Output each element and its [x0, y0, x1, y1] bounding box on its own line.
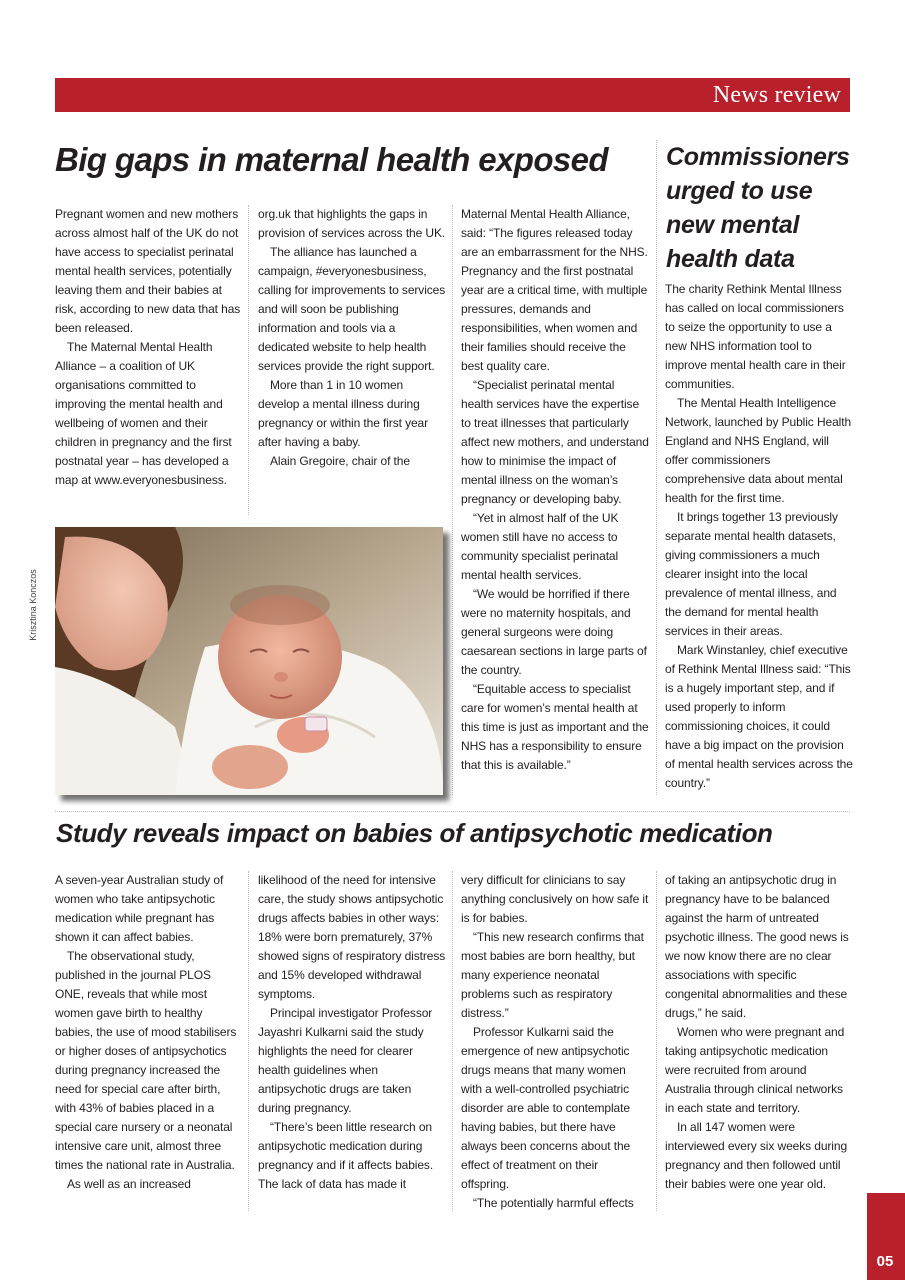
paragraph: “Specialist perinatal mental health services have the expertise to treat illnesses that particularly affect new mothers, and understand how to minimise the impact of mental illness on the woman’s pregnancy or developing baby.: [461, 378, 649, 506]
article3-column-3: [461, 871, 649, 1213]
page-number-tab: [867, 1193, 905, 1280]
paragraph: As well as an increased: [67, 1177, 191, 1191]
paragraph: Principal investigator Professor Jayashri Kulkarni said the study highlights the need for clearer health guidelines when antipsychotic drugs are taken during pregnancy.: [258, 1006, 433, 1115]
column-divider: [248, 205, 249, 515]
article2-column: [665, 280, 853, 793]
column-divider: [656, 871, 657, 1211]
paragraph: likelihood of the need for intensive care, the study shows antipsychotic drugs affects babies in other ways: 18% were born prematurely, 37% showed signs of respiratory distress and 15% developed withdrawal symptoms.: [258, 873, 446, 1001]
paragraph: “This new research confirms that most babies are born healthy, but many experience neonatal problems such as respiratory distress.”: [461, 930, 644, 1020]
paragraph: In all 147 women were interviewed every six weeks during pregnancy and then followed until their babies were one year old.: [665, 1120, 848, 1191]
paragraph: Maternal Mental Health Alliance, said: “The figures released today are an embarrassment for the NHS. Pregnancy and the first postnatal year are a critical time, with multiple pressures, demands and responsibilities, when women and their families should receive the best quality care.: [461, 207, 648, 373]
section-header-bar: [55, 78, 850, 112]
paragraph: Mark Winstanley, chief executive of Rethink Mental Illness said: “This is a hugely important step, and if used properly to inform commissioning choices, it could have a big impact on the provision of mental health services across the country.”: [665, 643, 853, 790]
column-divider: [656, 140, 657, 795]
article-headline-maternal-health: Big gaps in maternal health exposed: [55, 141, 608, 178]
paragraph: Women who were pregnant and taking antipsychotic medication were recruited from around Australia through clinical networks in each state and territory.: [665, 1025, 845, 1115]
article3-column-1: [55, 871, 243, 1194]
paragraph: very difficult for clinicians to say anything conclusively on how safe it is for babies.: [461, 873, 649, 925]
paragraph: “Yet in almost half of the UK women still have no access to community specialist perinatal mental health services.: [461, 511, 619, 582]
column-divider: [452, 205, 453, 795]
paragraph: of taking an antipsychotic drug in pregnancy have to be balanced against the harm of untreated psychotic illness. The good news is we now know there are no clear associations with specific congenital abnormalities and these drugs,” he said.: [665, 873, 849, 1020]
paragraph: The Mental Health Intelligence Network, launched by Public Health England and NHS England, will offer commissioners comprehensive data about mental health for the first time.: [665, 396, 852, 505]
paragraph: The charity Rethink Mental Illness has called on local commissioners to seize the opportunity to use a new NHS information tool to improve mental health care in their communities.: [665, 282, 846, 391]
article-headline-commissioners: Commissioners urged to use new mental health data: [666, 143, 850, 273]
paragraph: It brings together 13 previously separate mental health datasets, giving commissioners a much clearer insight into the local prevalence of mental illness, and the demand for mental health services in their areas.: [665, 510, 838, 638]
article3-column-2: [258, 871, 446, 1194]
paragraph: The observational study, published in the journal PLOS ONE, reveals that while most women gave birth to healthy babies, the use of mood stabilisers or higher doses of antipsychotics during pregnancy increased the need for special care after birth, with 43% of babies placed in a special care nursery or a neonatal intensive care unit, almost three times the national rate in Australia.: [55, 949, 237, 1172]
photo-illustration: [55, 527, 443, 795]
page-number: 05: [876, 1253, 894, 1270]
paragraph: The Maternal Mental Health Alliance – a coalition of UK organisations committed to improving the mental health and wellbeing of women and their children in pregnancy and the first postnatal year – has developed a map at www.everyonesbusiness.: [55, 340, 232, 487]
article1-column-1: [55, 205, 243, 490]
paragraph: The alliance has launched a campaign, #everyonesbusiness, calling for improvements to services and will soon be publishing information and tools via a dedicated website to help health services provide the right support.: [258, 245, 446, 373]
photo-credit: Krisztina Konczos: [28, 569, 38, 641]
paragraph: org.uk that highlights the gaps in provision of services across the UK.: [258, 207, 446, 240]
mother-and-baby-photo: [55, 527, 443, 795]
paragraph: Professor Kulkarni said the emergence of new antipsychotic drugs means that many women with a well-controlled psychiatric disorder are able to contemplate having babies, but there have always been concerns about the effect of treatment on their offspring.: [461, 1025, 631, 1191]
paragraph: More than 1 in 10 women develop a mental illness during pregnancy or within the first year after having a baby.: [258, 378, 429, 449]
paragraph: “The potentially harmful effects: [473, 1196, 634, 1210]
paragraph: “Equitable access to specialist care for women’s mental health at this time is just as important and the NHS has a responsibility to ensure that this is available.”: [461, 682, 649, 772]
article-headline-antipsychotic-study: Study reveals impact on babies of antipsychotic medication: [56, 818, 773, 848]
paragraph: Pregnant women and new mothers across almost half of the UK do not have access to specialist perinatal mental health services, potentially leaving them and their babies at risk, according to new data that has been released.: [55, 207, 241, 335]
article1-column-2: [258, 205, 446, 471]
article3-column-4: [665, 871, 853, 1194]
column-divider: [452, 871, 453, 1211]
article1-column-3: [461, 205, 649, 775]
column-divider: [248, 871, 249, 1211]
section-label: News review: [712, 82, 841, 108]
paragraph: “There’s been little research on antipsychotic medication during pregnancy and if it affects babies. The lack of data has made it: [258, 1120, 434, 1191]
paragraph: A seven-year Australian study of women who take antipsychotic medication while pregnant has shown it can affect babies.: [55, 873, 224, 944]
paragraph: Alain Gregoire, chair of the: [270, 454, 410, 468]
section-divider: [55, 811, 850, 812]
paragraph: “We would be horrified if there were no maternity hospitals, and general surgeons were doing caesarean sections in large parts of the country.: [461, 587, 647, 677]
